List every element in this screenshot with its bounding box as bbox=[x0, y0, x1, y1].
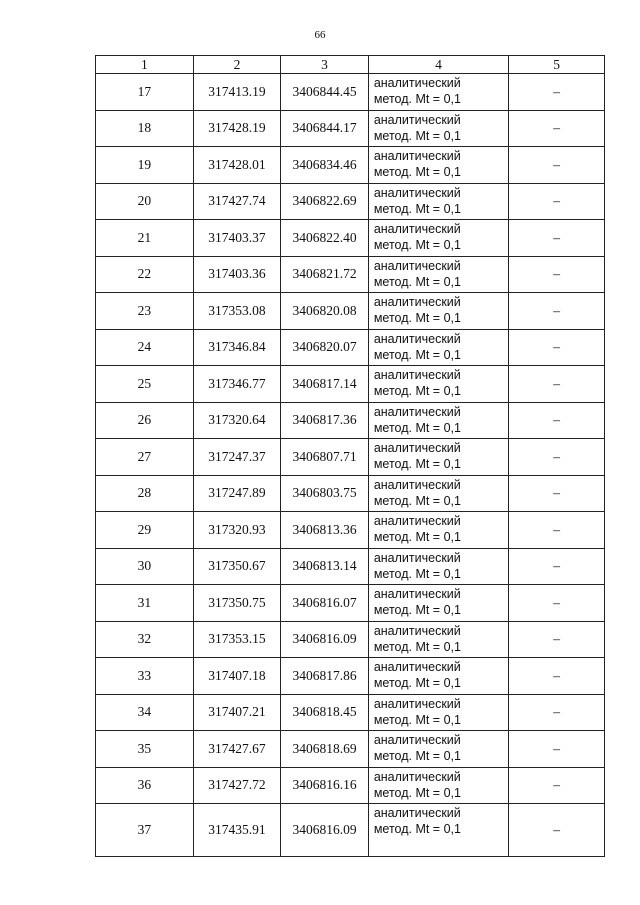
method-cell bbox=[368, 767, 508, 804]
method-line-2: метод. Mt = 0,1 bbox=[373, 201, 461, 216]
y-coordinate-cell: 3406816.07 bbox=[281, 585, 369, 622]
x-coordinate-cell: 317247.37 bbox=[193, 439, 281, 476]
method-line-1: аналитический bbox=[373, 441, 461, 455]
method-line-2: метод. Mt = 0,1 bbox=[373, 493, 461, 508]
x-coordinate-cell: 317403.36 bbox=[193, 256, 281, 293]
dash-cell: – bbox=[509, 110, 605, 147]
dash-cell: – bbox=[509, 256, 605, 293]
point-number-cell: 21 bbox=[96, 220, 194, 257]
method-line-1: аналитический bbox=[373, 733, 461, 747]
header-col-3: 3 bbox=[281, 56, 369, 74]
x-coordinate-cell: 317407.18 bbox=[193, 658, 281, 695]
method-cell bbox=[368, 329, 508, 366]
dash-cell: – bbox=[509, 621, 605, 658]
x-coordinate-cell: 317353.15 bbox=[193, 621, 281, 658]
x-coordinate-cell: 317427.72 bbox=[193, 767, 281, 804]
dash-cell: – bbox=[509, 548, 605, 585]
dash-cell: – bbox=[509, 366, 605, 403]
method-cell bbox=[368, 694, 508, 731]
table-row bbox=[96, 731, 605, 768]
coordinates-table bbox=[95, 55, 605, 857]
y-coordinate-cell: 3406822.69 bbox=[281, 183, 369, 220]
method-cell bbox=[368, 475, 508, 512]
point-number-cell: 30 bbox=[96, 548, 194, 585]
dash-cell: – bbox=[509, 585, 605, 622]
table-row bbox=[96, 402, 605, 439]
method-line-1: аналитический bbox=[373, 222, 461, 236]
method-cell bbox=[368, 548, 508, 585]
x-coordinate-cell: 317403.37 bbox=[193, 220, 281, 257]
dash-cell: – bbox=[509, 731, 605, 768]
table-row bbox=[96, 329, 605, 366]
y-coordinate-cell: 3406817.14 bbox=[281, 366, 369, 403]
method-cell bbox=[368, 731, 508, 768]
method-line-2: метод. Mt = 0,1 bbox=[373, 457, 461, 471]
table-row bbox=[96, 658, 605, 695]
method-cell bbox=[368, 621, 508, 658]
method-cell bbox=[368, 293, 508, 330]
method-line-2: метод. Mt = 0,1 bbox=[373, 238, 461, 252]
method-line-1: аналитический bbox=[373, 806, 461, 820]
dash-cell: – bbox=[509, 512, 605, 549]
method-line-1: аналитический bbox=[373, 331, 461, 346]
point-number-cell: 18 bbox=[96, 110, 194, 147]
x-coordinate-cell: 317413.19 bbox=[193, 74, 281, 111]
method-line-1: аналитический bbox=[373, 623, 461, 638]
method-line-1: аналитический bbox=[373, 76, 461, 90]
x-coordinate-cell: 317428.01 bbox=[193, 147, 281, 184]
y-coordinate-cell: 3406803.75 bbox=[281, 475, 369, 512]
table-row bbox=[96, 512, 605, 549]
x-coordinate-cell: 317407.21 bbox=[193, 694, 281, 731]
point-number-cell: 33 bbox=[96, 658, 194, 695]
point-number-cell: 36 bbox=[96, 767, 194, 804]
method-cell bbox=[368, 366, 508, 403]
x-coordinate-cell: 317427.74 bbox=[193, 183, 281, 220]
method-line-1: аналитический bbox=[373, 769, 461, 784]
method-cell bbox=[368, 183, 508, 220]
table-row bbox=[96, 147, 605, 184]
method-cell bbox=[368, 74, 508, 111]
dash-cell: – bbox=[509, 147, 605, 184]
dash-cell: – bbox=[509, 329, 605, 366]
dash-cell: – bbox=[509, 293, 605, 330]
dash-cell: – bbox=[509, 220, 605, 257]
header-col-5: 5 bbox=[509, 56, 605, 74]
point-number-cell: 37 bbox=[96, 804, 194, 857]
point-number-cell: 17 bbox=[96, 74, 194, 111]
y-coordinate-cell: 3406844.45 bbox=[281, 74, 369, 111]
table-row bbox=[96, 183, 605, 220]
method-cell bbox=[368, 804, 508, 857]
method-line-1: аналитический bbox=[373, 404, 461, 419]
x-coordinate-cell: 317346.77 bbox=[193, 366, 281, 403]
method-line-2: метод. Mt = 0,1 bbox=[373, 676, 461, 690]
dash-cell: – bbox=[509, 402, 605, 439]
x-coordinate-cell: 317320.64 bbox=[193, 402, 281, 439]
point-number-cell: 24 bbox=[96, 329, 194, 366]
method-line-1: аналитический bbox=[373, 514, 461, 528]
method-line-1: аналитический bbox=[373, 258, 461, 273]
x-coordinate-cell: 317428.19 bbox=[193, 110, 281, 147]
table-body bbox=[96, 74, 605, 857]
method-cell bbox=[368, 110, 508, 147]
table-row bbox=[96, 694, 605, 731]
point-number-cell: 31 bbox=[96, 585, 194, 622]
method-cell bbox=[368, 439, 508, 476]
method-line-2: метод. Mt = 0,1 bbox=[373, 384, 461, 398]
point-number-cell: 32 bbox=[96, 621, 194, 658]
table-row bbox=[96, 804, 605, 857]
x-coordinate-cell: 317320.93 bbox=[193, 512, 281, 549]
method-line-2: метод. Mt = 0,1 bbox=[373, 165, 461, 179]
y-coordinate-cell: 3406817.36 bbox=[281, 402, 369, 439]
header-col-2: 2 bbox=[193, 56, 281, 74]
table-row bbox=[96, 548, 605, 585]
y-coordinate-cell: 3406820.08 bbox=[281, 293, 369, 330]
method-cell bbox=[368, 512, 508, 549]
table-row bbox=[96, 621, 605, 658]
method-cell bbox=[368, 402, 508, 439]
point-number-cell: 29 bbox=[96, 512, 194, 549]
table-row bbox=[96, 256, 605, 293]
y-coordinate-cell: 3406817.86 bbox=[281, 658, 369, 695]
table-row bbox=[96, 366, 605, 403]
point-number-cell: 20 bbox=[96, 183, 194, 220]
point-number-cell: 22 bbox=[96, 256, 194, 293]
table-row bbox=[96, 475, 605, 512]
method-line-2: метод. Mt = 0,1 bbox=[373, 749, 461, 763]
method-line-2: метод. Mt = 0,1 bbox=[373, 822, 461, 836]
method-cell bbox=[368, 256, 508, 293]
y-coordinate-cell: 3406816.09 bbox=[281, 621, 369, 658]
method-line-1: аналитический bbox=[373, 368, 461, 382]
method-line-1: аналитический bbox=[373, 149, 461, 163]
dash-cell: – bbox=[509, 694, 605, 731]
method-line-1: аналитический bbox=[373, 696, 461, 711]
method-line-2: метод. Mt = 0,1 bbox=[373, 274, 461, 289]
y-coordinate-cell: 3406834.46 bbox=[281, 147, 369, 184]
y-coordinate-cell: 3406844.17 bbox=[281, 110, 369, 147]
y-coordinate-cell: 3406818.45 bbox=[281, 694, 369, 731]
point-number-cell: 19 bbox=[96, 147, 194, 184]
y-coordinate-cell: 3406807.71 bbox=[281, 439, 369, 476]
x-coordinate-cell: 317247.89 bbox=[193, 475, 281, 512]
point-number-cell: 35 bbox=[96, 731, 194, 768]
y-coordinate-cell: 3406820.07 bbox=[281, 329, 369, 366]
method-cell bbox=[368, 147, 508, 184]
dash-cell: – bbox=[509, 475, 605, 512]
method-line-2: метод. Mt = 0,1 bbox=[373, 566, 461, 581]
header-row bbox=[96, 56, 605, 74]
method-line-1: аналитический bbox=[373, 185, 461, 200]
table-row bbox=[96, 110, 605, 147]
x-coordinate-cell: 317350.67 bbox=[193, 548, 281, 585]
y-coordinate-cell: 3406818.69 bbox=[281, 731, 369, 768]
point-number-cell: 34 bbox=[96, 694, 194, 731]
y-coordinate-cell: 3406821.72 bbox=[281, 256, 369, 293]
point-number-cell: 23 bbox=[96, 293, 194, 330]
method-line-2: метод. Mt = 0,1 bbox=[373, 639, 461, 654]
method-cell bbox=[368, 220, 508, 257]
method-line-2: метод. Mt = 0,1 bbox=[373, 603, 461, 617]
y-coordinate-cell: 3406822.40 bbox=[281, 220, 369, 257]
method-cell bbox=[368, 658, 508, 695]
header-col-1: 1 bbox=[96, 56, 194, 74]
method-line-1: аналитический bbox=[373, 295, 461, 309]
x-coordinate-cell: 317346.84 bbox=[193, 329, 281, 366]
point-number-cell: 28 bbox=[96, 475, 194, 512]
method-cell bbox=[368, 585, 508, 622]
method-line-1: аналитический bbox=[373, 112, 461, 127]
method-line-1: аналитический bbox=[373, 550, 461, 565]
dash-cell: – bbox=[509, 439, 605, 476]
method-line-2: метод. Mt = 0,1 bbox=[373, 92, 461, 106]
point-number-cell: 25 bbox=[96, 366, 194, 403]
method-line-2: метод. Mt = 0,1 bbox=[373, 420, 461, 435]
dash-cell: – bbox=[509, 658, 605, 695]
x-coordinate-cell: 317427.67 bbox=[193, 731, 281, 768]
dash-cell: – bbox=[509, 767, 605, 804]
method-line-1: аналитический bbox=[373, 587, 461, 601]
method-line-2: метод. Mt = 0,1 bbox=[373, 347, 461, 362]
x-coordinate-cell: 317353.08 bbox=[193, 293, 281, 330]
table-row bbox=[96, 293, 605, 330]
method-line-1: аналитический bbox=[373, 660, 461, 674]
y-coordinate-cell: 3406816.09 bbox=[281, 804, 369, 857]
dash-cell: – bbox=[509, 74, 605, 111]
method-line-2: метод. Mt = 0,1 bbox=[373, 785, 461, 800]
point-number-cell: 27 bbox=[96, 439, 194, 476]
y-coordinate-cell: 3406816.16 bbox=[281, 767, 369, 804]
y-coordinate-cell: 3406813.14 bbox=[281, 548, 369, 585]
method-line-2: метод. Mt = 0,1 bbox=[373, 128, 461, 143]
table-row bbox=[96, 767, 605, 804]
dash-cell: – bbox=[509, 804, 605, 857]
table-row bbox=[96, 585, 605, 622]
method-line-2: метод. Mt = 0,1 bbox=[373, 530, 461, 544]
header-col-4: 4 bbox=[368, 56, 508, 74]
table-row bbox=[96, 439, 605, 476]
x-coordinate-cell: 317350.75 bbox=[193, 585, 281, 622]
method-line-2: метод. Mt = 0,1 bbox=[373, 311, 461, 325]
dash-cell: – bbox=[509, 183, 605, 220]
table-row bbox=[96, 74, 605, 111]
page-number: 66 bbox=[314, 29, 326, 41]
y-coordinate-cell: 3406813.36 bbox=[281, 512, 369, 549]
point-number-cell: 26 bbox=[96, 402, 194, 439]
method-line-2: метод. Mt = 0,1 bbox=[373, 712, 461, 727]
table-row bbox=[96, 220, 605, 257]
x-coordinate-cell: 317435.91 bbox=[193, 804, 281, 857]
method-line-1: аналитический bbox=[373, 477, 461, 492]
